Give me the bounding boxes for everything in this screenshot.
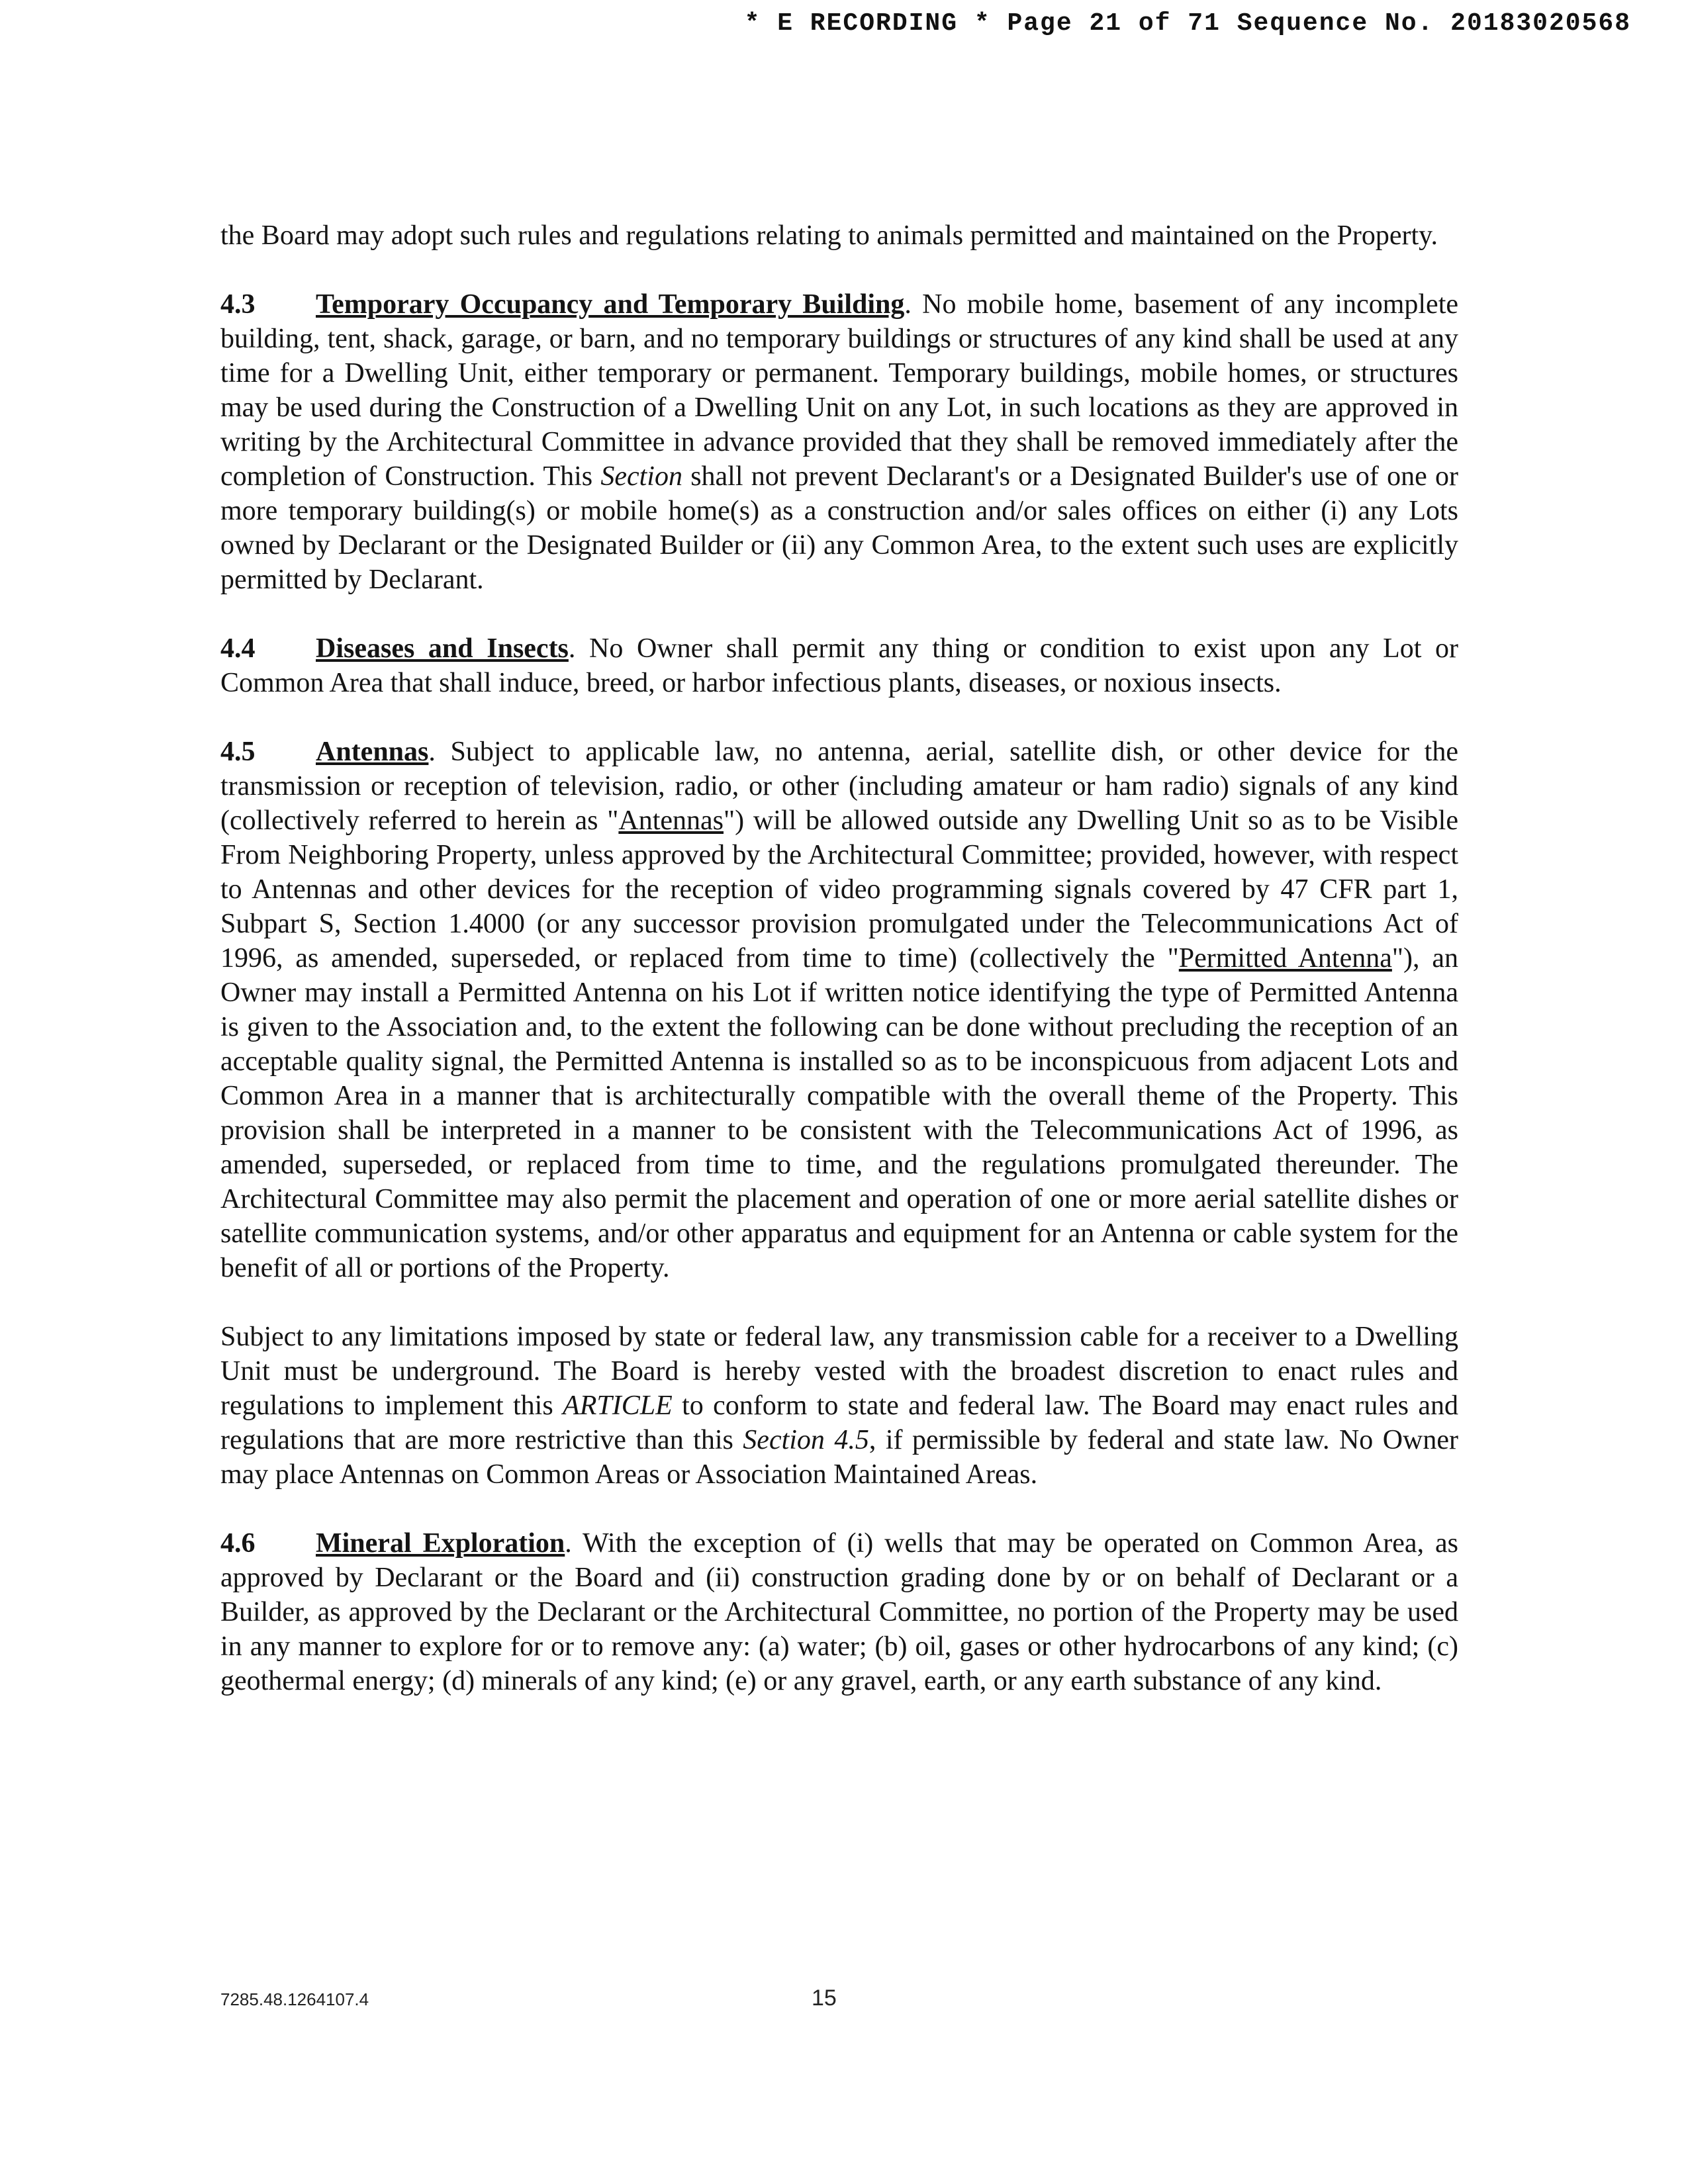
defined-term: Antennas — [618, 805, 724, 836]
section-italic: ARTICLE — [563, 1390, 673, 1421]
section-title: Mineral Exploration — [316, 1528, 565, 1559]
section-title: Temporary Occupancy and Temporary Building — [316, 289, 905, 320]
section-text: , if permissible by federal and state law. No Owner may place Antennas on Common Areas or Association Maintained Areas. — [220, 1425, 1459, 1490]
section-4-3 — [220, 287, 1458, 597]
intro-paragraph — [220, 218, 1458, 253]
intro-text: the Board may adopt such rules and regulations relating to animals permitted and maintained on the Property. — [220, 220, 1438, 251]
section-number: 4.6 — [220, 1528, 256, 1559]
document-body — [220, 218, 1458, 1733]
section-4-6 — [220, 1526, 1458, 1698]
section-text: . No Owner shall permit any thing or condition to exist upon any Lot or Common Area that shall induce, breed, or harbor infectious plants, diseases, or noxious insects. — [220, 633, 1458, 698]
section-title: Diseases and Insects — [316, 633, 569, 664]
section-text: "), an Owner may install a Permitted Antenna on his Lot if written notice identifying the type of Permitted Antenna is given to the Association and, to the extent the following can be done without precluding the reception of an acceptable quality signal, the Permitted Antenna is installed so as to be inconspicuous from adjacent Lots and Common Area in a manner that is architecturally compatible with the overall theme of the Property. This provision shall be interpreted in a manner to be consistent with the Telecommunications Act of 1996, as amended, superseded, or replaced from time to time, and the regulations promulgated thereunder. The Architectural Committee may also permit the placement and operation of one or more aerial satellite dishes or satellite communication systems, and/or other apparatus and equipment for an Antenna or cable system for the benefit of all or portions of the Property. — [220, 943, 1458, 1283]
section-text: shall not prevent Declarant's or a Designated Builder's use of one or more temporary building(s) or mobile home(s) as a construction and/or sales offices on either (i) any Lots owned by Declarant or the Designated Builder or (ii) any Common Area, to the extent such uses are explicitly permitted by Declarant. — [220, 461, 1458, 595]
recording-header: * E RECORDING * Page 21 of 71 Sequence No. 20183020568 — [744, 9, 1631, 38]
section-number: 4.5 — [220, 737, 256, 767]
defined-term: Permitted Antenna — [1178, 943, 1392, 974]
section-text: . With the exception of (i) wells that may be operated on Common Area, as approved by Declarant or the Board and (ii) construction grading done by or on behalf of Declarant or a Builder, as approved by the Declarant or the Architectural Committee, no portion of the Property may be used in any manner to explore for or to remove any: (a) water; (b) oil, gases or other hydrocarbons of any kind; (c) geothermal energy; (d) minerals of any kind; (e) or any gravel, earth, or any earth substance of any kind. — [220, 1528, 1458, 1696]
section-text: . Subject to applicable law, no antenna, aerial, satellite dish, or other device for the transmission or reception of television, radio, or other (including amateur or ham radio) signals of any kind (collectively referred to herein as " — [220, 737, 1458, 836]
section-title: Antennas — [316, 737, 429, 767]
section-text: ") will be allowed outside any Dwelling Unit so as to be Visible From Neighboring Property, unless approved by the Architectural Committee; provided, however, with respect to Antennas and other devices for the reception of video programming signals covered by 47 CFR part 1, Subpart S, Section 1.4000 (or any successor provision promulgated under the Telecommunications Act of 1996, as amended, superseded, or replaced from time to time) (collectively the " — [220, 805, 1458, 974]
document-id: 7285.48.1264107.4 — [220, 1989, 369, 2009]
section-4-5 — [220, 735, 1458, 1285]
section-italic: Section 4.5 — [743, 1425, 869, 1455]
section-4-5-continued — [220, 1320, 1458, 1492]
section-text: Subject to any limitations imposed by state or federal law, any transmission cable for a receiver to a Dwelling Unit must be underground. The Board is hereby vested with the broadest discretion to enact rules and regulations to implement this — [220, 1322, 1458, 1421]
section-4-4 — [220, 631, 1458, 700]
section-number: 4.4 — [220, 633, 256, 664]
section-italic: Section — [600, 461, 682, 492]
page-number: 15 — [812, 1985, 837, 2011]
section-text: . No mobile home, basement of any incomplete building, tent, shack, garage, or barn, and no temporary buildings or structures of any kind shall be used at any time for a Dwelling Unit, either temporary or permanent. Temporary buildings, mobile homes, or structures may be used during the Construction of a Dwelling Unit on any Lot, in such locations as they are approved in writing by the Architectural Committee in advance provided that they shall be removed immediately after the completion of Construction. This — [220, 289, 1458, 492]
section-text: to conform to state and federal law. The Board may enact rules and regulations that are more restrictive than this — [220, 1390, 1458, 1455]
section-number: 4.3 — [220, 289, 256, 320]
